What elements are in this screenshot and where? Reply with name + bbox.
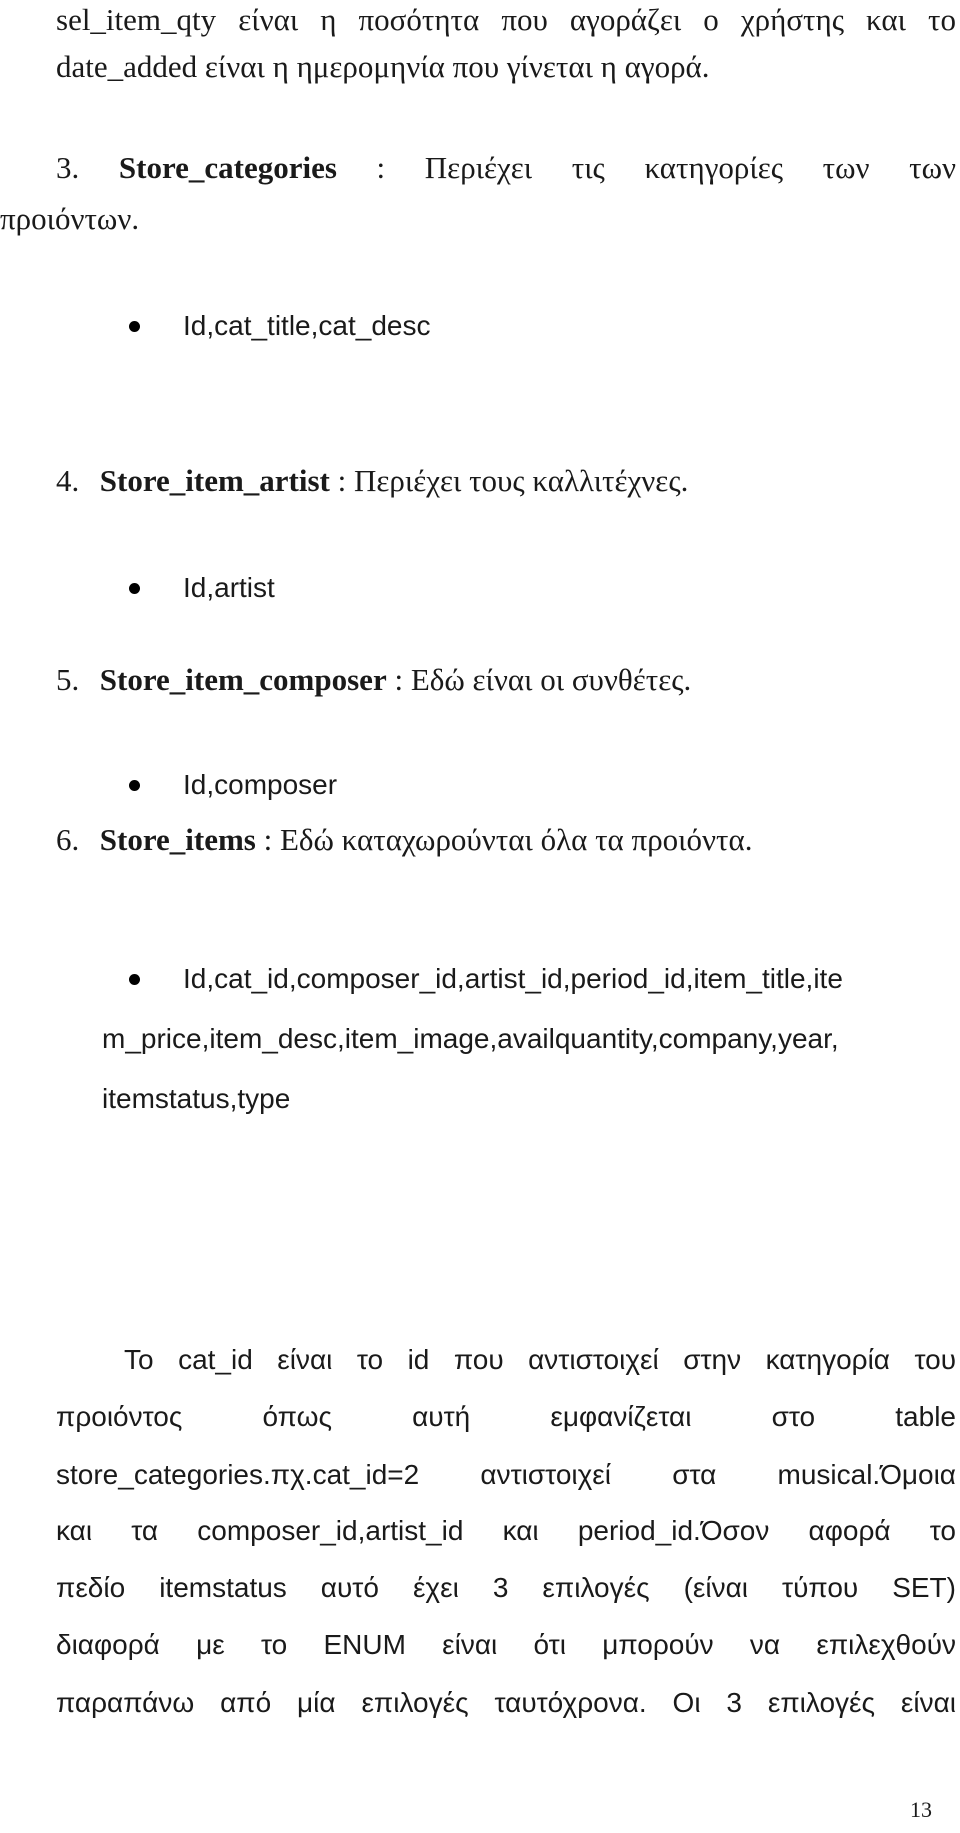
section-6-heading — [56, 820, 956, 860]
section-6-field-list-line-2: m_price,item_desc,item_image,availquantity,company,year, — [102, 1023, 839, 1054]
section-number: 4. — [56, 463, 80, 498]
section-3-description-cont: προιόντων. — [0, 201, 140, 236]
paragraph-line-6: διαφορά με το ENUM είναι ότι μπορούν να επιλεχθούν — [56, 1629, 956, 1660]
section-description: Εδώ είναι οι συνθέτες. — [410, 662, 692, 697]
section-description: Εδώ καταχωρούνται όλα τα προιόντα. — [279, 822, 753, 857]
section-3-field-list: Id,cat_title,cat_desc — [183, 310, 431, 341]
section-6-field-list-line-1: Id,cat_id,composer_id,artist_id,period_id,item_title,ite — [183, 963, 843, 994]
section-separator: : — [336, 150, 425, 185]
page-number: 13 — [910, 1797, 932, 1822]
section-title: Store_categories — [118, 150, 337, 185]
paragraph-line-1: Το cat_id είναι το id που αντιστοιχεί στην κατηγορία του — [124, 1344, 956, 1375]
section-title: Store_item_artist — [99, 463, 330, 498]
paragraph-line-7: παραπάνω από μία επιλογές ταυτόχρονα. Οι 3 επιλογές είναι — [56, 1687, 956, 1718]
section-number: 3. — [56, 150, 80, 185]
bullet-icon — [129, 780, 140, 791]
section-title: Store_items — [99, 822, 256, 857]
section-number: 6. — [56, 822, 80, 857]
section-description: Περιέχει τους καλλιτέχνες. — [354, 463, 689, 498]
paragraph-line-2: προιόντος όπως αυτή εμφανίζεται στο table — [56, 1401, 956, 1432]
bullet-icon — [129, 321, 140, 332]
section-3-heading — [56, 148, 956, 188]
paragraph-line-5: πεδίο itemstatus αυτό έχει 3 επιλογές (είναι τύπου SET) — [56, 1572, 956, 1603]
section-separator: : — [329, 463, 354, 498]
section-title: Store_item_composer — [99, 662, 387, 697]
bullet-icon — [129, 974, 140, 985]
paragraph-line-4: και τα composer_id,artist_id και period_id.Όσον αφορά το — [56, 1515, 956, 1546]
section-5-heading — [56, 660, 956, 700]
section-separator: : — [255, 822, 280, 857]
section-4-heading — [56, 461, 956, 501]
paragraph-line-3: store_categories.πχ.cat_id=2 αντιστοιχεί στα musical.Όμοια — [56, 1459, 956, 1490]
section-5-field-list: Id,composer — [183, 769, 338, 800]
intro-line-2: date_added είναι η ημερομηνία που γίνεται η αγορά. — [56, 49, 710, 84]
section-6-field-list-line-3: itemstatus,type — [102, 1083, 291, 1114]
section-4-field-list: Id,artist — [183, 572, 275, 603]
intro-line-1: sel_item_qty είναι η ποσότητα που αγοράζει ο χρήστης και το — [56, 2, 956, 37]
section-number: 5. — [56, 662, 80, 697]
section-description: Περιέχει τις κατηγορίες των των — [424, 150, 957, 185]
section-separator: : — [386, 662, 411, 697]
bullet-icon — [129, 583, 140, 594]
